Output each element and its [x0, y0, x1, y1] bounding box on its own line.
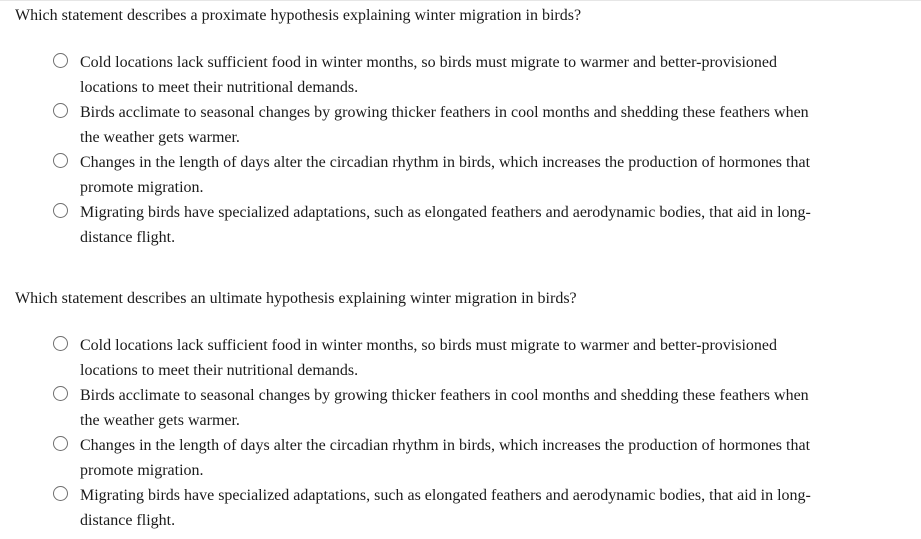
option-label-line: Migrating birds have specialized adaptations, such as elongated feathers and aerodynamic bodies, that aid in long-	[80, 487, 811, 504]
option-label-line: Changes in the length of days alter the circadian rhythm in birds, which increases the production of hormones that	[80, 437, 811, 454]
question-1-option-c[interactable]	[0, 150, 921, 200]
question-2-option-d[interactable]	[0, 483, 921, 533]
option-label[interactable]	[80, 383, 910, 433]
option-label[interactable]	[80, 433, 910, 483]
question-2-option-a[interactable]	[0, 333, 921, 383]
option-label-line: Changes in the length of days alter the circadian rhythm in birds, which increases the production of hormones that	[80, 154, 811, 171]
option-label-line: the weather gets warmer.	[80, 129, 240, 146]
radio-button[interactable]	[53, 436, 68, 451]
question-2-prompt: Which statement describes an ultimate hypothesis explaining winter migration in birds?	[15, 290, 577, 307]
option-label-line: Cold locations lack sufficient food in winter months, so birds must migrate to warmer and better-provisioned	[80, 54, 778, 71]
question-1-prompt: Which statement describes a proximate hypothesis explaining winter migration in birds?	[15, 7, 582, 24]
option-label-line: the weather gets warmer.	[80, 412, 240, 429]
option-label-line: Birds acclimate to seasonal changes by growing thicker feathers in cool months and shedding these feathers when	[80, 387, 809, 404]
question-2-option-b[interactable]	[0, 383, 921, 433]
top-divider	[0, 0, 921, 1]
option-label-line: distance flight.	[80, 512, 176, 529]
question-1-options	[0, 50, 921, 250]
option-label-line: Birds acclimate to seasonal changes by growing thicker feathers in cool months and shedding these feathers when	[80, 104, 809, 121]
radio-button[interactable]	[53, 53, 68, 68]
option-label-line: promote migration.	[80, 462, 204, 479]
option-label-line: Migrating birds have specialized adaptations, such as elongated feathers and aerodynamic bodies, that aid in long-	[80, 204, 811, 221]
option-label[interactable]	[80, 483, 910, 533]
option-label[interactable]	[80, 150, 910, 200]
question-2-options	[0, 333, 921, 533]
question-1-option-b[interactable]	[0, 100, 921, 150]
option-label-line: locations to meet their nutritional demands.	[80, 79, 359, 96]
option-label[interactable]	[80, 333, 910, 383]
question-1-option-d[interactable]	[0, 200, 921, 250]
radio-button[interactable]	[53, 103, 68, 118]
option-label-line: locations to meet their nutritional demands.	[80, 362, 359, 379]
radio-button[interactable]	[53, 203, 68, 218]
radio-button[interactable]	[53, 386, 68, 401]
question-2-option-c[interactable]	[0, 433, 921, 483]
option-label-line: distance flight.	[80, 229, 176, 246]
option-label[interactable]	[80, 200, 910, 250]
radio-button[interactable]	[53, 486, 68, 501]
option-label-line: promote migration.	[80, 179, 204, 196]
radio-button[interactable]	[53, 336, 68, 351]
option-label[interactable]	[80, 100, 910, 150]
question-1-option-a[interactable]	[0, 50, 921, 100]
radio-button[interactable]	[53, 153, 68, 168]
option-label-line: Cold locations lack sufficient food in winter months, so birds must migrate to warmer and better-provisioned	[80, 337, 778, 354]
option-label[interactable]	[80, 50, 910, 100]
